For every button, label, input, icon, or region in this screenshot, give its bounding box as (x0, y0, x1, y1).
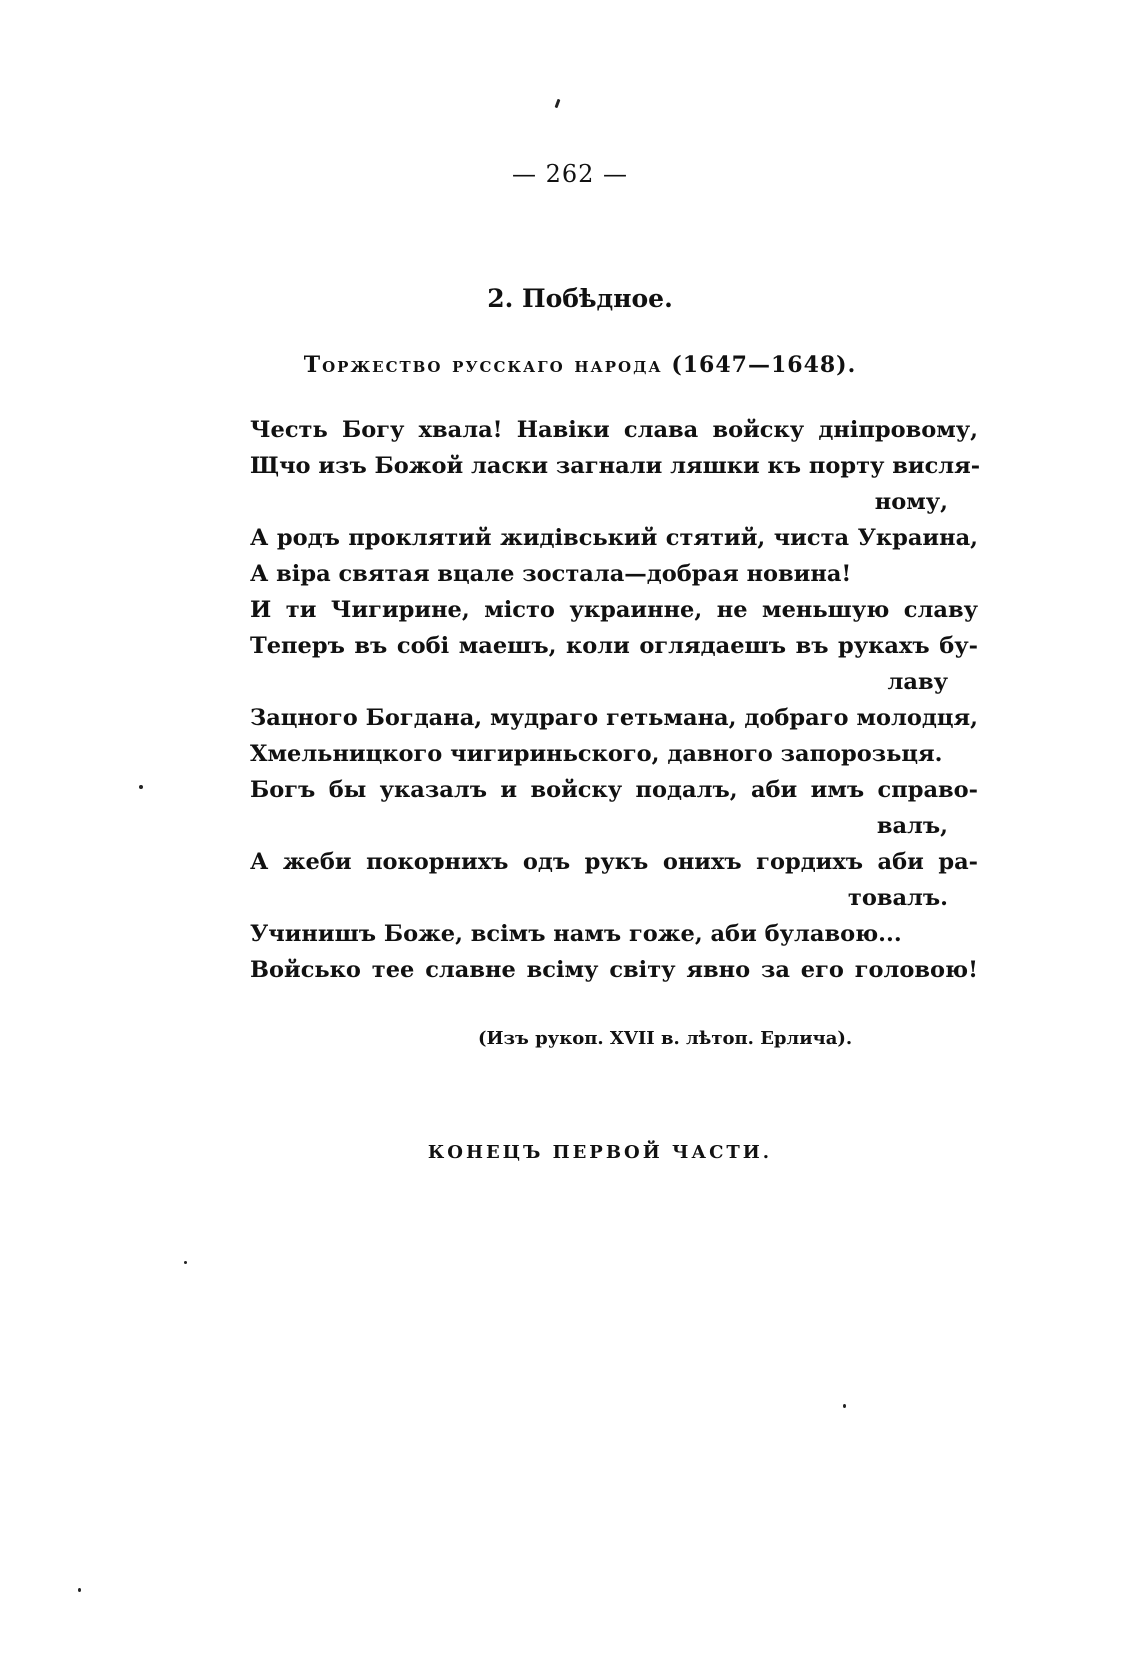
poem-line: Учинишъ Боже, всімъ намъ гоже, аби булавою... (250, 921, 902, 947)
print-speck (843, 1404, 846, 1408)
section-title: 2. Побѣдное. (487, 284, 673, 313)
subtitle-text: Торжество русскаго народа (303, 352, 663, 378)
subtitle-years: (1647—1648). (671, 352, 857, 378)
end-of-part-note: КОНЕЦЪ ПЕРВОЙ ЧАСТИ. (427, 1142, 773, 1163)
print-speck (184, 1261, 187, 1264)
poem-line: Хмельницкого чигириньского, давного запорозьця. (250, 741, 943, 767)
poem-line-continuation: ному, (874, 489, 948, 515)
poem-line: А жеби покорнихъ одъ рукъ онихъ гордихъ аби ра- (250, 849, 978, 875)
poem-line: И ти Чигирине, місто украинне, не меньшую славу (250, 597, 978, 623)
poem-line: А родъ проклятий жидівський стятий, чиста Украина, (250, 525, 978, 551)
poem-line: Войсько тее славне всіму світу явно за его головою! (250, 957, 978, 983)
print-speck (555, 99, 561, 108)
poem-line: Щчо изъ Божой ласки загнали ляшки къ порту висля- (250, 453, 981, 479)
poem-line: Зацного Богдана, мудраго гетьмана, добраго молодця, (250, 705, 978, 731)
page-number: — 262 — (511, 160, 629, 188)
poem-line-continuation: валъ, (876, 813, 948, 839)
print-speck (78, 1588, 81, 1592)
poem (250, 412, 981, 988)
poem-line: Теперъ въ собі маешъ, коли оглядаешъ въ рукахъ бу- (250, 633, 978, 659)
poem-line: А віра святая вцале зостала—добрая новина! (250, 561, 852, 587)
poem-line-continuation: товалъ. (847, 885, 948, 911)
poem-line-continuation: лаву (887, 669, 948, 695)
print-speck (139, 785, 143, 789)
poem-line: Богъ бы указалъ и войску подалъ, аби имъ справо- (250, 777, 978, 803)
poem-line: Честь Богу хвала! Навіки слава войску дніпровому, (250, 417, 978, 443)
source-note: (Изъ рукоп. XVII в. лѣтоп. Ерлича). (478, 1028, 853, 1049)
subtitle (0, 352, 1140, 378)
